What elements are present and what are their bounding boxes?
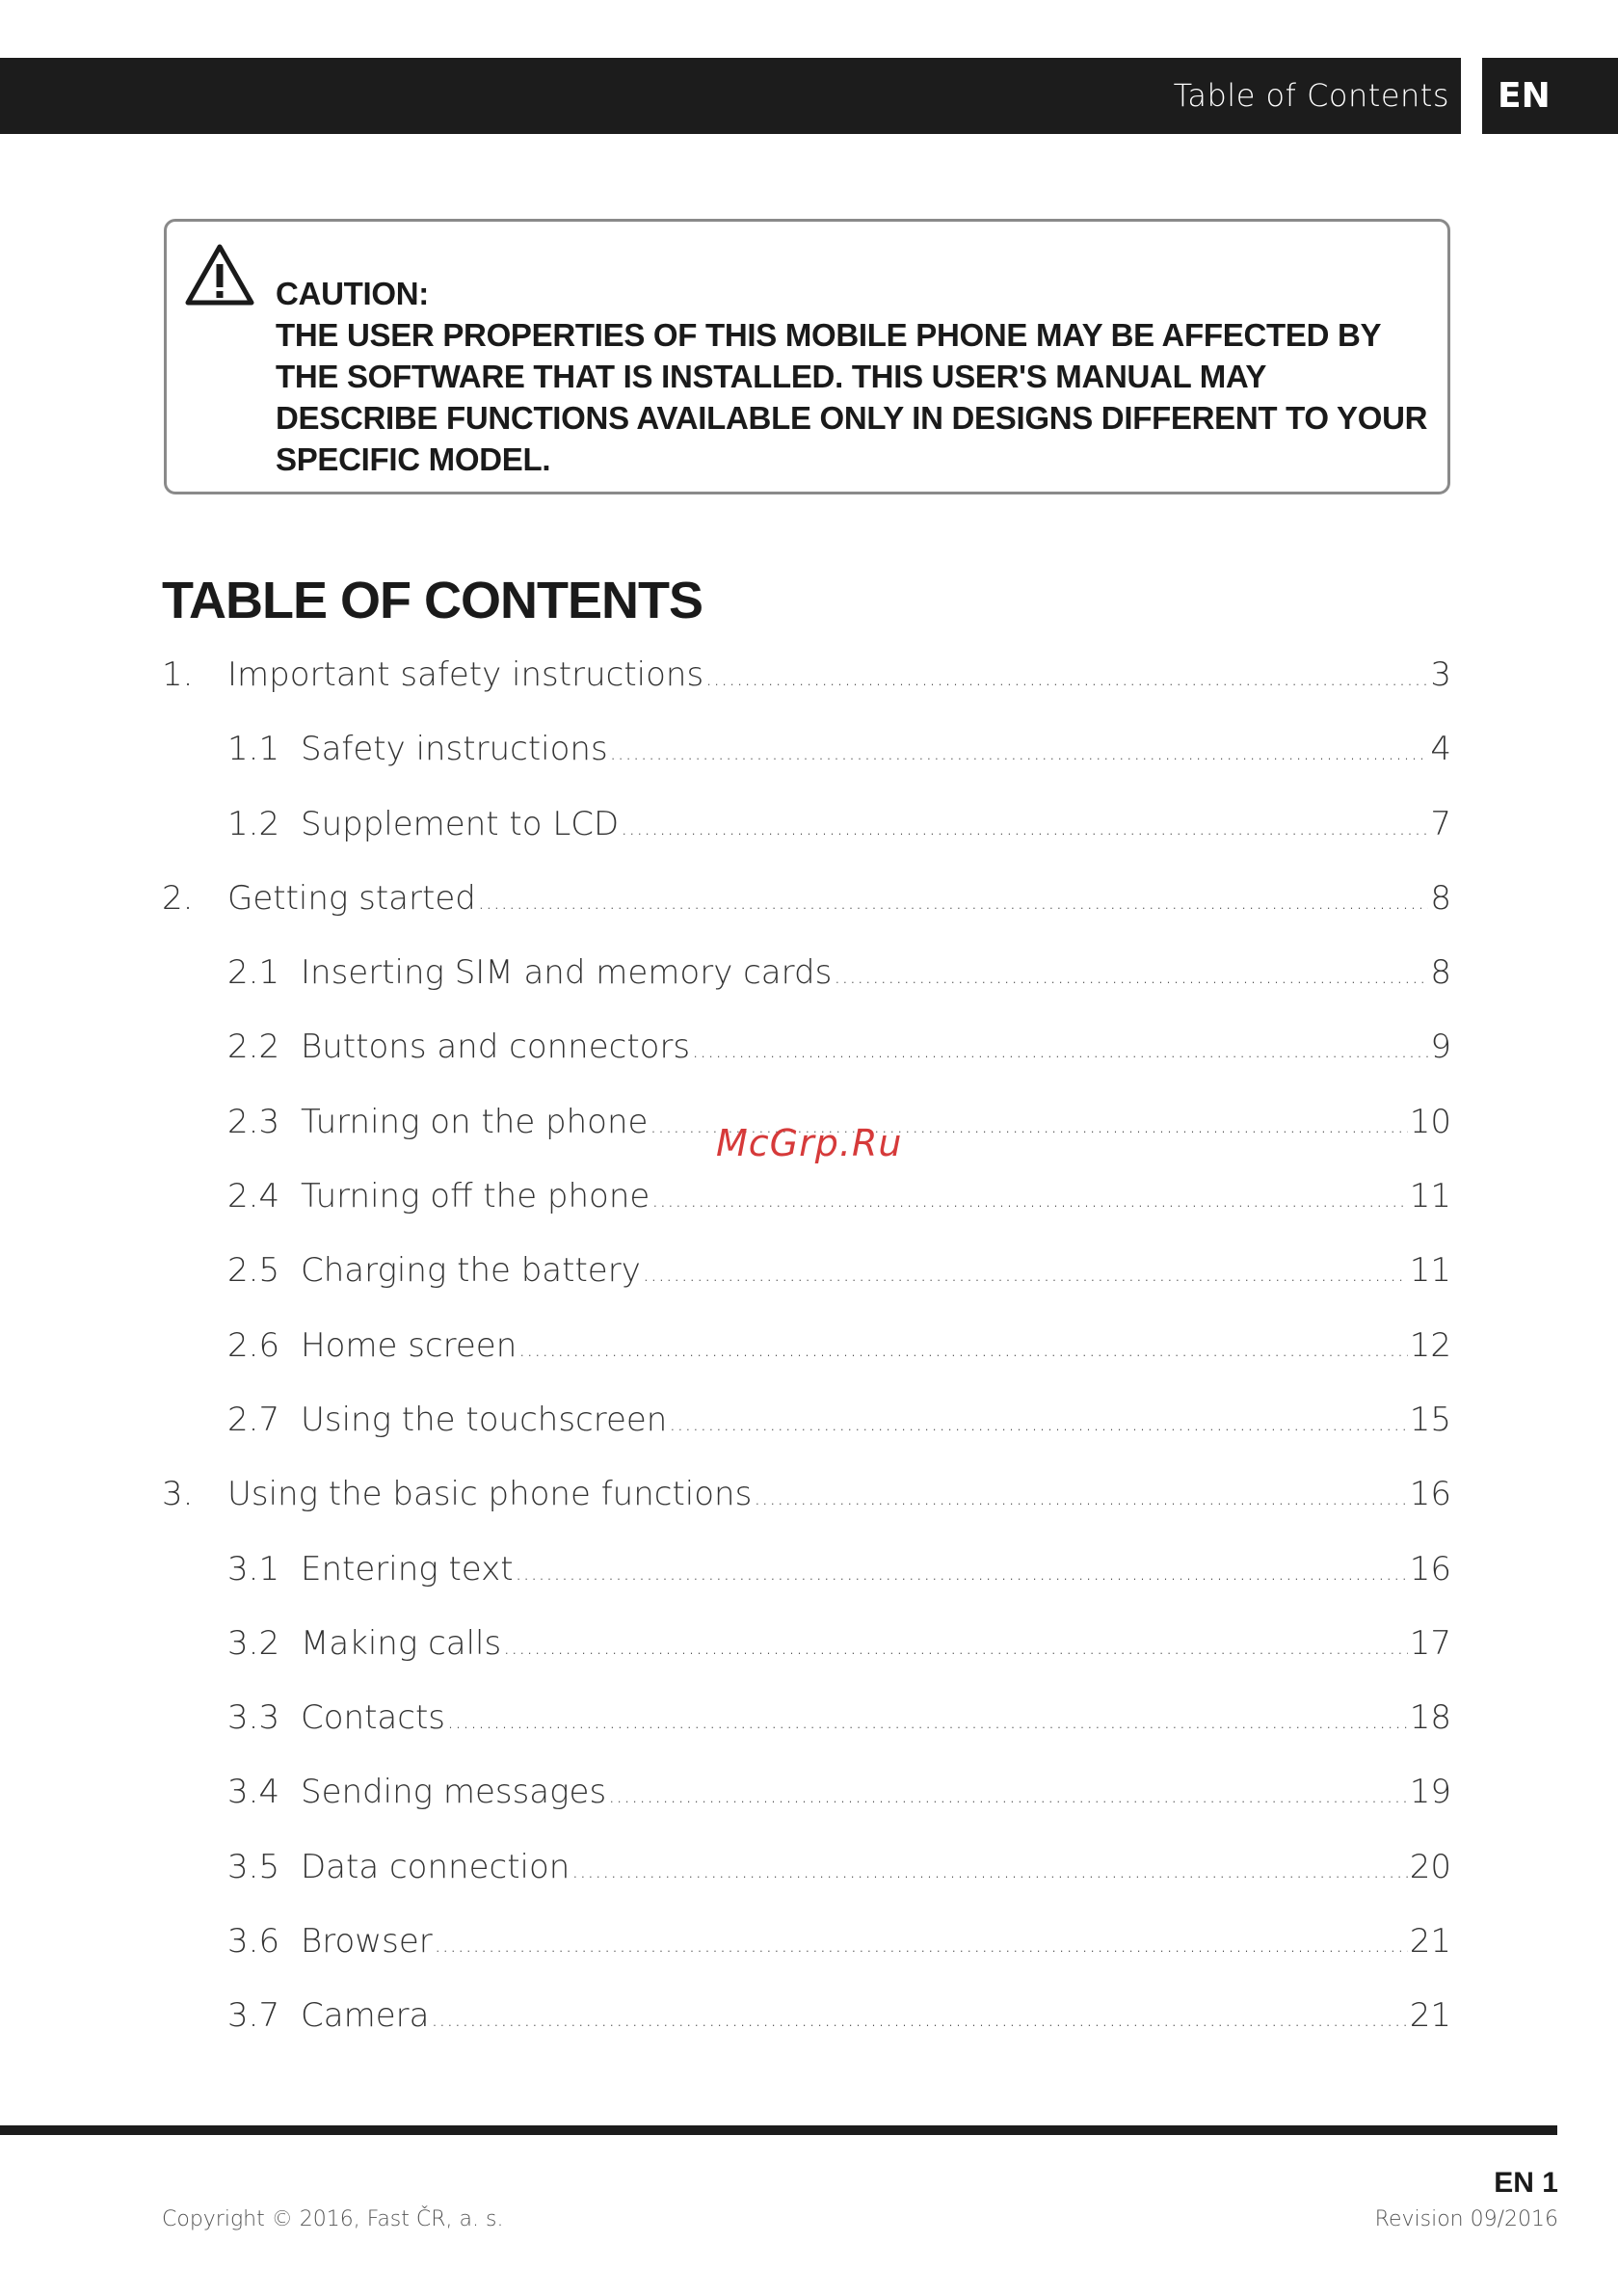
toc-entry[interactable]: [162, 1401, 1451, 1475]
language-badge: EN: [1482, 58, 1618, 134]
toc-entry-title: Making calls: [301, 1623, 502, 1663]
toc-entry-title: Turning off the phone: [301, 1177, 650, 1216]
toc-dot-leader: [478, 891, 1429, 915]
toc-entry-title: Home screen: [301, 1325, 517, 1365]
toc-entry-number: 1.2: [227, 804, 280, 843]
toc-dot-leader: [705, 667, 1428, 691]
toc-entry-title: Camera: [301, 1996, 430, 2036]
toc-entry-page: 21: [1409, 1922, 1451, 1962]
toc-entry-page: 16: [1409, 1549, 1451, 1589]
toc-entry[interactable]: [162, 1922, 1451, 1996]
caution-heading: CAUTION:: [276, 276, 429, 311]
toc-dot-leader: [608, 1784, 1408, 1808]
toc-entry-number: 3.6: [227, 1922, 280, 1962]
toc-entry-title: Using the touchscreen: [301, 1400, 668, 1439]
toc-entry[interactable]: [162, 879, 1451, 953]
toc-entry-number: 1.: [162, 655, 194, 694]
toc-entry-number: 2.1: [227, 953, 280, 993]
toc-entry[interactable]: [162, 953, 1451, 1028]
toc-entry-title: Important safety instructions: [227, 655, 704, 694]
footer-rule: [0, 2125, 1557, 2135]
toc-entry-number: 2.3: [227, 1102, 280, 1141]
toc-entry-title: Data connection: [301, 1847, 570, 1886]
watermark: McGrp.Ru: [716, 1122, 903, 1164]
toc-entry[interactable]: [162, 805, 1451, 879]
toc-dot-leader: [643, 1263, 1408, 1287]
toc-dot-leader: [834, 965, 1428, 989]
toc-dot-leader: [431, 2008, 1407, 2032]
toc-heading: TABLE OF CONTENTS: [162, 572, 703, 629]
toc-entry-number: 3.1: [227, 1549, 280, 1589]
toc-entry-number: 2.5: [227, 1251, 280, 1291]
toc-entry-page: 17: [1409, 1623, 1451, 1663]
toc-entry[interactable]: [162, 1326, 1451, 1401]
copyright: Copyright © 2016, Fast ČR, a. s.: [162, 2207, 504, 2231]
toc-dot-leader: [669, 1412, 1407, 1436]
toc-entry-title: Contacts: [301, 1698, 445, 1738]
toc-entry-page: 10: [1409, 1102, 1451, 1141]
toc-entry-page: 19: [1409, 1773, 1451, 1812]
toc-dot-leader: [610, 741, 1429, 765]
toc-entry-title: Getting started: [227, 878, 476, 918]
toc-entry-title: Sending messages: [301, 1773, 607, 1812]
toc-entry[interactable]: [162, 1177, 1451, 1251]
toc-entry-number: 3.3: [227, 1698, 280, 1738]
toc-entry-page: 8: [1430, 878, 1451, 918]
warning-triangle-icon: [184, 243, 255, 307]
toc-entry-title: Charging the battery: [301, 1251, 641, 1291]
toc-entry-page: 21: [1409, 1996, 1451, 2036]
toc-entry-page: 11: [1409, 1251, 1451, 1291]
toc-entry-page: 15: [1409, 1400, 1451, 1439]
toc-entry[interactable]: [162, 1624, 1451, 1698]
toc-entry-page: 11: [1409, 1177, 1451, 1216]
toc-entry[interactable]: [162, 1773, 1451, 1847]
toc-entry[interactable]: [162, 1475, 1451, 1549]
toc-entry-number: 3.2: [227, 1623, 280, 1663]
toc-entry-page: 9: [1430, 1028, 1451, 1067]
toc-entry[interactable]: [162, 1996, 1451, 2070]
toc-dot-leader: [503, 1636, 1408, 1660]
toc-entry[interactable]: [162, 1698, 1451, 1773]
toc-entry-number: 3.5: [227, 1847, 280, 1886]
toc-entry-title: Turning on the phone: [301, 1102, 649, 1141]
toc-entry-title: Buttons and connectors: [301, 1028, 691, 1067]
toc-entry-number: 1.1: [227, 730, 280, 769]
toc-dot-leader: [435, 1934, 1408, 1958]
toc-dot-leader: [621, 816, 1428, 841]
page-number: EN 1: [1494, 2167, 1558, 2199]
toc-dot-leader: [651, 1188, 1407, 1213]
toc-entry[interactable]: [162, 1550, 1451, 1624]
toc-dot-leader: [447, 1710, 1408, 1734]
toc-dot-leader: [518, 1338, 1407, 1362]
caution-body: THE USER PROPERTIES OF THIS MOBILE PHONE MAY BE AFFECTED BY THE SOFTWARE THAT IS INSTALLED. THIS USER'S MANUAL MAY DESCRIBE FUNCTIONS AVAILABLE ONLY IN DESIGNS DIFFERENT TO YOUR SPECIFIC MODEL.: [276, 317, 1428, 477]
toc-entry-title: Browser: [301, 1922, 433, 1962]
toc-entry-page: 20: [1409, 1847, 1451, 1886]
toc-entry[interactable]: [162, 655, 1451, 730]
toc-entry-number: 2.6: [227, 1325, 280, 1365]
toc-entry[interactable]: [162, 1028, 1451, 1102]
toc-entry-title: Supplement to LCD: [301, 804, 620, 843]
toc-entry-page: 12: [1409, 1325, 1451, 1365]
toc-entry-page: 3: [1430, 655, 1451, 694]
toc-entry-page: 4: [1430, 730, 1451, 769]
toc-dot-leader: [571, 1859, 1407, 1883]
section-title: Table of Contents: [1173, 77, 1449, 114]
toc-entry-number: 3.7: [227, 1996, 280, 2036]
toc-entry-title: Using the basic phone functions: [227, 1475, 753, 1514]
toc-entry-page: 16: [1409, 1475, 1451, 1514]
toc-entry-page: 8: [1430, 953, 1451, 993]
toc-entry-page: 18: [1409, 1698, 1451, 1738]
toc-dot-leader: [692, 1039, 1428, 1063]
toc-entry[interactable]: [162, 730, 1451, 804]
toc-entry-page: 7: [1430, 804, 1451, 843]
toc-entry-number: 2.7: [227, 1400, 280, 1439]
revision: Revision 09/2016: [1374, 2207, 1558, 2231]
toc-entry-title: Inserting SIM and memory cards: [301, 953, 833, 993]
toc-entry-number: 2.2: [227, 1028, 280, 1067]
toc-entry-number: 2.: [162, 878, 194, 918]
toc-entry-number: 3.: [162, 1475, 194, 1514]
toc-list: [162, 655, 1451, 2071]
toc-entry-number: 3.4: [227, 1773, 280, 1812]
toc-entry[interactable]: [162, 1251, 1451, 1325]
caution-box: [164, 219, 1450, 494]
toc-entry[interactable]: [162, 1848, 1451, 1922]
toc-entry-title: Safety instructions: [301, 730, 608, 769]
toc-entry-title: Entering text: [301, 1549, 514, 1589]
toc-dot-leader: [754, 1486, 1407, 1510]
toc-dot-leader: [516, 1562, 1408, 1586]
toc-entry-number: 2.4: [227, 1177, 280, 1216]
header-bar: [0, 58, 1461, 134]
caution-text: [276, 273, 1432, 480]
